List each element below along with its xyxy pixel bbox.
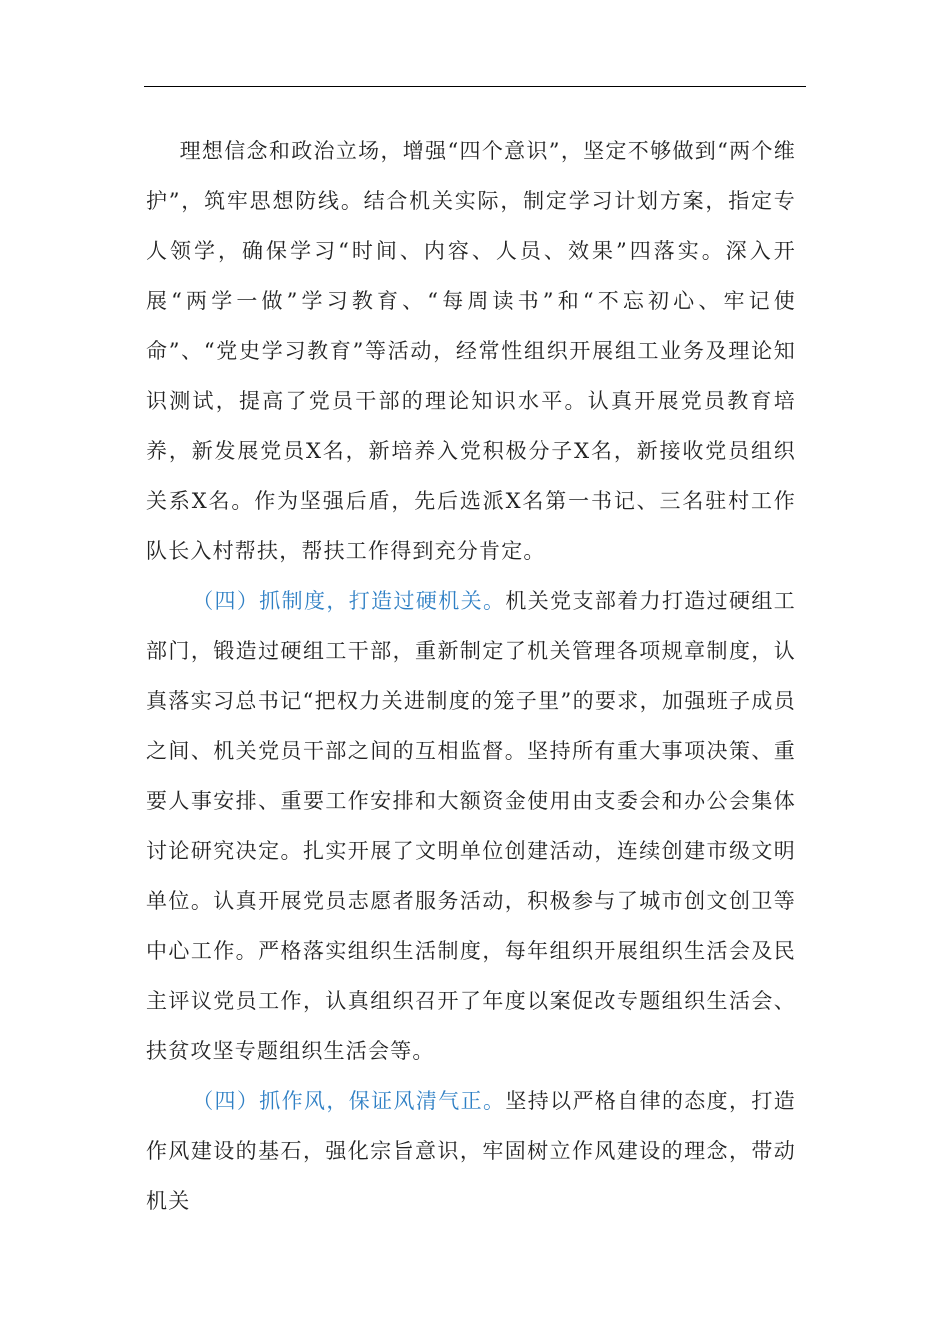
header-rule <box>144 86 806 87</box>
document-body <box>146 126 796 1226</box>
paragraph-style <box>146 1076 796 1226</box>
paragraph-ideals-text: 理想信念和政治立场，增强“四个意识”，坚定不够做到“两个维护”，筑牢思想防线。结合机关实际，制定学习计划方案，指定专人领学，确保学习“时间、内容、人员、效果”四落实。深入开展“两学一做”学习教育、“每周读书”和“不忘初心、牢记使命”、“党史学习教育”等活动，经常性组织开展组工业务及理论知识测试，提高了党员干部的理论知识水平。认真开展党员教育培养，新发展党员X名，新培养入党积极分子X名，新接收党员组织关系X名。作为坚强后盾，先后选派X名第一书记、三名驻村工作队长入村帮扶，帮扶工作得到充分肯定。 <box>146 139 796 563</box>
paragraph-style-text: 坚持以严格自律的态度，打造作风建设的基石，强化宗旨意识，牢固树立作风建设的理念，带动机关 <box>146 1089 796 1213</box>
section-heading-system: （四）抓制度，打造过硬机关。 <box>192 589 506 613</box>
section-heading-style: （四）抓作风，保证风清气正。 <box>192 1089 506 1113</box>
paragraph-system-text: 机关党支部着力打造过硬组工部门，锻造过硬组工干部，重新制定了机关管理各项规章制度，认真落实习总书记“把权力关进制度的笼子里”的要求，加强班子成员之间、机关党员干部之间的互相监督。坚持所有重大事项决策、重要人事安排、重要工作安排和大额资金使用由支委会和办公会集体讨论研究决定。扎实开展了文明单位创建活动，连续创建市级文明单位。认真开展党员志愿者服务活动，积极参与了城市创文创卫等中心工作。严格落实组织生活制度，每年组织开展组织生活会及民主评议党员工作，认真组织召开了年度以案促改专题组织生活会、扶贫攻坚专题组织生活会等。 <box>146 589 796 1063</box>
paragraph-ideals <box>146 126 796 576</box>
paragraph-system <box>146 576 796 1076</box>
